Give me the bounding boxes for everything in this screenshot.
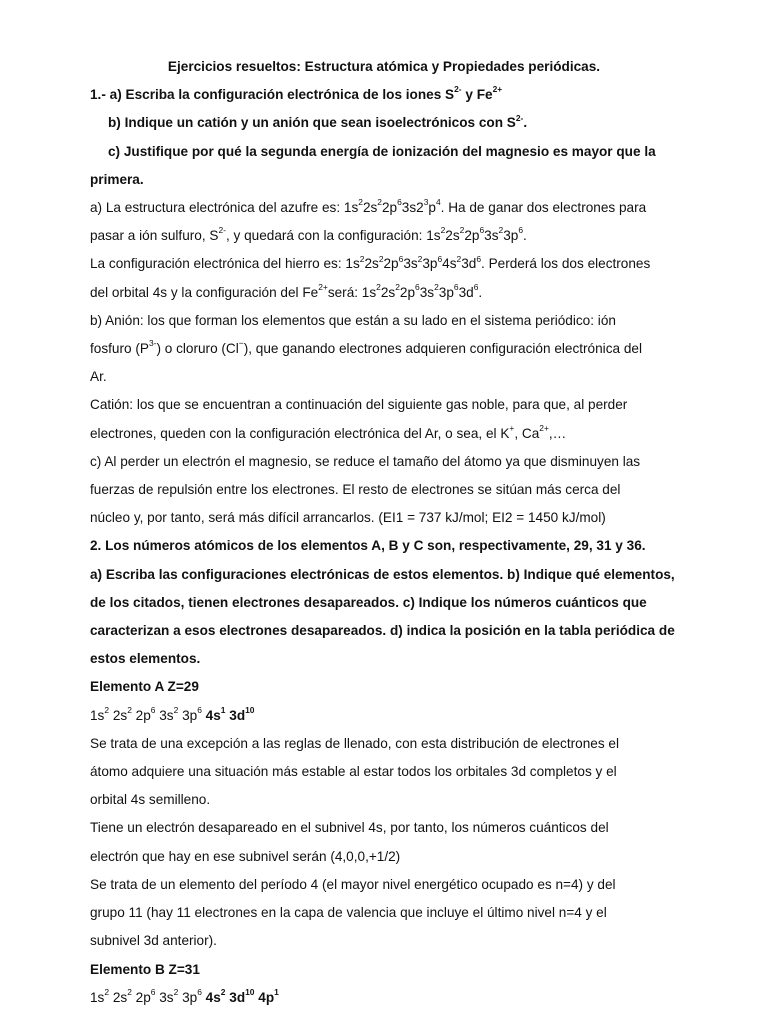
text-segment: 1.- a) Escriba la configuración electrónica de los iones S: [90, 87, 455, 103]
text-line: [90, 420, 728, 448]
text-segment: 3s: [155, 989, 174, 1005]
text-segment: 3d: [461, 256, 477, 272]
text-line: [90, 250, 728, 278]
superscript: 6: [473, 281, 479, 292]
text-segment: . Perderá los dos electrones: [481, 256, 651, 272]
superscript: 10: [245, 704, 255, 715]
text-segment: estos elementos.: [90, 651, 201, 667]
text-segment: 3p: [438, 284, 454, 300]
superscript: 6: [415, 281, 420, 292]
text-line: [90, 702, 728, 730]
text-segment: Catión: los que se encuentran a continuación del siguiente gas noble, para que, al perder: [90, 397, 628, 413]
text-segment: 2p: [131, 707, 151, 723]
text-line: [90, 617, 728, 645]
text-segment: .: [478, 284, 483, 300]
text-segment: 4p: [254, 989, 275, 1005]
text-segment: a) Escriba las configuraciones electrónicas de estos elementos. b) Indique qué elementos,: [90, 566, 675, 582]
text-segment: c) Al perder un electrón el magnesio, se reduce el tamaño del átomo ya que disminuyen las: [90, 453, 641, 469]
superscript: 4: [435, 197, 441, 208]
text-segment: 1s: [90, 707, 105, 723]
text-segment: 2s: [364, 256, 379, 272]
text-segment: Se trata de una excepción a las reglas de llenado, con esta distribución de electrones el: [90, 735, 619, 751]
text-segment: 2s: [109, 707, 128, 723]
superscript: 2: [359, 253, 365, 264]
superscript: 2-: [515, 112, 524, 123]
text-segment: 3s: [155, 707, 174, 723]
text-segment: 2s: [109, 989, 128, 1005]
text-line: [90, 335, 728, 363]
superscript: 2: [378, 253, 384, 264]
text-segment: 3d: [225, 989, 246, 1005]
superscript: 2: [358, 197, 363, 208]
text-segment: 3d: [458, 284, 474, 300]
text-segment: 2p: [381, 200, 398, 216]
text-line: [90, 476, 728, 504]
superscript: 6: [150, 704, 156, 715]
text-line: [90, 730, 728, 758]
superscript: 2: [377, 197, 382, 208]
superscript: 6: [197, 704, 202, 715]
text-line: [90, 927, 728, 955]
text-segment: núcleo y, por tanto, será más difícil arrancarlos. (EI1 = 737 kJ/mol; EI2 = 1450 kJ/mol): [90, 510, 606, 526]
superscript: 2+: [318, 281, 328, 292]
text-segment: 3s: [419, 284, 435, 300]
superscript: 6: [437, 253, 443, 264]
superscript: 3-: [148, 338, 157, 349]
text-segment: a) La estructura electrónica del azufre es: 1s: [90, 200, 359, 216]
superscript: 2: [417, 253, 423, 264]
text-line: [90, 138, 728, 166]
text-segment: Tiene un electrón desapareado en el subnivel 4s, por tanto, los números cuánticos del: [90, 820, 609, 836]
text-segment: ,…: [548, 425, 567, 441]
superscript: 2: [498, 225, 504, 236]
superscript: +: [509, 422, 515, 433]
text-segment: subnivel 3d anterior).: [90, 933, 217, 949]
superscript: 2: [173, 704, 179, 715]
text-segment: Elemento A Z=29: [90, 679, 199, 695]
superscript: 1: [274, 986, 279, 997]
text-line: [90, 871, 728, 899]
superscript: 2: [127, 986, 132, 997]
text-segment: 3p: [503, 228, 519, 244]
text-segment: 2s: [445, 228, 460, 244]
text-segment: 2s: [380, 284, 396, 300]
text-line: [90, 307, 728, 335]
superscript: 6: [479, 225, 485, 236]
text-segment: 2p: [399, 284, 416, 300]
text-segment: fosfuro (P: [90, 341, 149, 357]
text-segment: b) Anión: los que forman los elementos que están a su lado en el sistema periódico: ión: [90, 312, 616, 328]
text-segment: 2p: [383, 256, 399, 272]
text-segment: Ar.: [90, 369, 107, 385]
text-segment: 3p: [178, 707, 198, 723]
superscript: 2: [173, 986, 179, 997]
text-line: [90, 984, 728, 1012]
superscript: 2+: [539, 422, 549, 433]
superscript: 2: [104, 986, 110, 997]
text-line: [90, 222, 728, 250]
superscript: 2: [127, 704, 132, 715]
superscript: 2: [376, 281, 381, 292]
text-segment: 3p: [422, 256, 438, 272]
text-segment: , Ca: [514, 425, 540, 441]
text-line: [90, 109, 728, 137]
text-segment: c) Justifique por qué la segunda energía de ionización del magnesio es mayor que la: [108, 143, 656, 159]
text-line: [90, 956, 728, 984]
text-line: [90, 561, 728, 589]
text-segment: 3s: [484, 228, 499, 244]
text-segment: ) o cloruro (Cl: [156, 341, 239, 357]
superscript: 6: [150, 986, 156, 997]
text-segment: caracterizan a esos electrones desapareados. d) indica la posición en la tabla periódica de: [90, 623, 675, 639]
text-segment: 3s2: [401, 200, 424, 216]
text-segment: Se trata de un elemento del período 4 (el mayor nivel energético ocupado es n=4) y del: [90, 876, 616, 892]
superscript: 6: [397, 197, 402, 208]
superscript: 3: [423, 197, 429, 208]
superscript: 6: [453, 281, 459, 292]
document-body: [90, 81, 728, 1012]
superscript: 2: [434, 281, 439, 292]
text-segment: 4s: [201, 707, 221, 723]
text-segment: b) Indique un catión y un anión que sean isoelectrónicos con S: [108, 115, 516, 131]
text-segment: 2s: [362, 200, 378, 216]
text-line: [90, 166, 728, 194]
text-segment: 4s: [442, 256, 457, 272]
text-line: [90, 843, 728, 871]
text-line: [90, 81, 728, 109]
superscript: −: [238, 338, 244, 349]
text-segment: . Ha de ganar dos electrones para: [440, 200, 647, 216]
text-line: [90, 758, 728, 786]
superscript: 6: [476, 253, 482, 264]
superscript: 2-: [218, 225, 226, 236]
text-line: [90, 448, 728, 476]
text-segment: 2p: [464, 228, 480, 244]
text-segment: Elemento B Z=31: [90, 961, 200, 977]
text-segment: orbital 4s semilleno.: [90, 792, 211, 808]
text-segment: .: [523, 228, 527, 244]
text-segment: electrones, queden con la configuración electrónica del Ar, o sea, el K: [90, 425, 510, 441]
superscript: 2: [220, 986, 226, 997]
text-segment: será: 1s: [327, 284, 377, 300]
text-segment: 3s: [403, 256, 418, 272]
text-segment: 3p: [178, 989, 198, 1005]
text-line: [90, 589, 728, 617]
text-line: [90, 391, 728, 419]
document-title: Ejercicios resueltos: Estructura atómica y Propiedades periódicas.: [167, 59, 601, 74]
text-line: [90, 673, 728, 701]
text-segment: 4s: [201, 989, 221, 1005]
text-segment: 2p: [131, 989, 151, 1005]
text-line: [90, 532, 728, 560]
text-line: [90, 279, 728, 307]
text-line: [90, 645, 728, 673]
superscript: 2+: [492, 84, 503, 95]
text-segment: 3d: [225, 707, 246, 723]
text-segment: grupo 11 (hay 11 electrones en la capa de valencia que incluye el último nivel n=4 y el: [90, 905, 607, 921]
superscript: 2: [456, 253, 462, 264]
superscript: 2: [440, 225, 446, 236]
text-segment: de los citados, tienen electrones desapareados. c) Indique los números cuánticos que: [90, 594, 647, 610]
text-segment: .: [523, 115, 528, 131]
superscript: 10: [245, 986, 255, 997]
text-segment: ), que ganando electrones adquieren configuración electrónica del: [243, 341, 642, 357]
text-segment: y Fe: [461, 87, 493, 103]
superscript: 2-: [454, 84, 462, 95]
text-line: [90, 814, 728, 842]
superscript: 2: [395, 281, 400, 292]
text-line: [90, 786, 728, 814]
text-segment: pasar a ión sulfuro, S: [90, 228, 219, 244]
text-segment: , y quedará con la configuración: 1s: [225, 228, 441, 244]
text-segment: p: [428, 200, 436, 216]
text-segment: del orbital 4s y la configuración del Fe: [90, 284, 319, 300]
text-segment: 2. Los números atómicos de los elementos A, B y C son, respectivamente, 29, 31 y 36.: [90, 538, 646, 554]
superscript: 2: [104, 704, 110, 715]
text-segment: 1s: [90, 989, 105, 1005]
text-segment: La configuración electrónica del hierro es: 1s: [90, 256, 360, 272]
text-segment: fuerzas de repulsión entre los electrones. El resto de electrones se sitúan más cerca del: [90, 482, 621, 498]
text-line: [90, 899, 728, 927]
text-line: [90, 194, 728, 222]
text-line: [90, 363, 728, 391]
superscript: 6: [398, 253, 404, 264]
superscript: 2: [459, 225, 465, 236]
superscript: 6: [518, 225, 523, 236]
superscript: 6: [197, 986, 202, 997]
superscript: 1: [220, 704, 226, 715]
text-segment: átomo adquiere una situación más estable al estar todos los orbitales 3d completos y el: [90, 764, 617, 780]
text-segment: electrón que hay en ese subnivel serán (4,0,0,+1/2): [90, 848, 401, 864]
text-line: [90, 504, 728, 532]
text-segment: primera.: [90, 171, 144, 187]
